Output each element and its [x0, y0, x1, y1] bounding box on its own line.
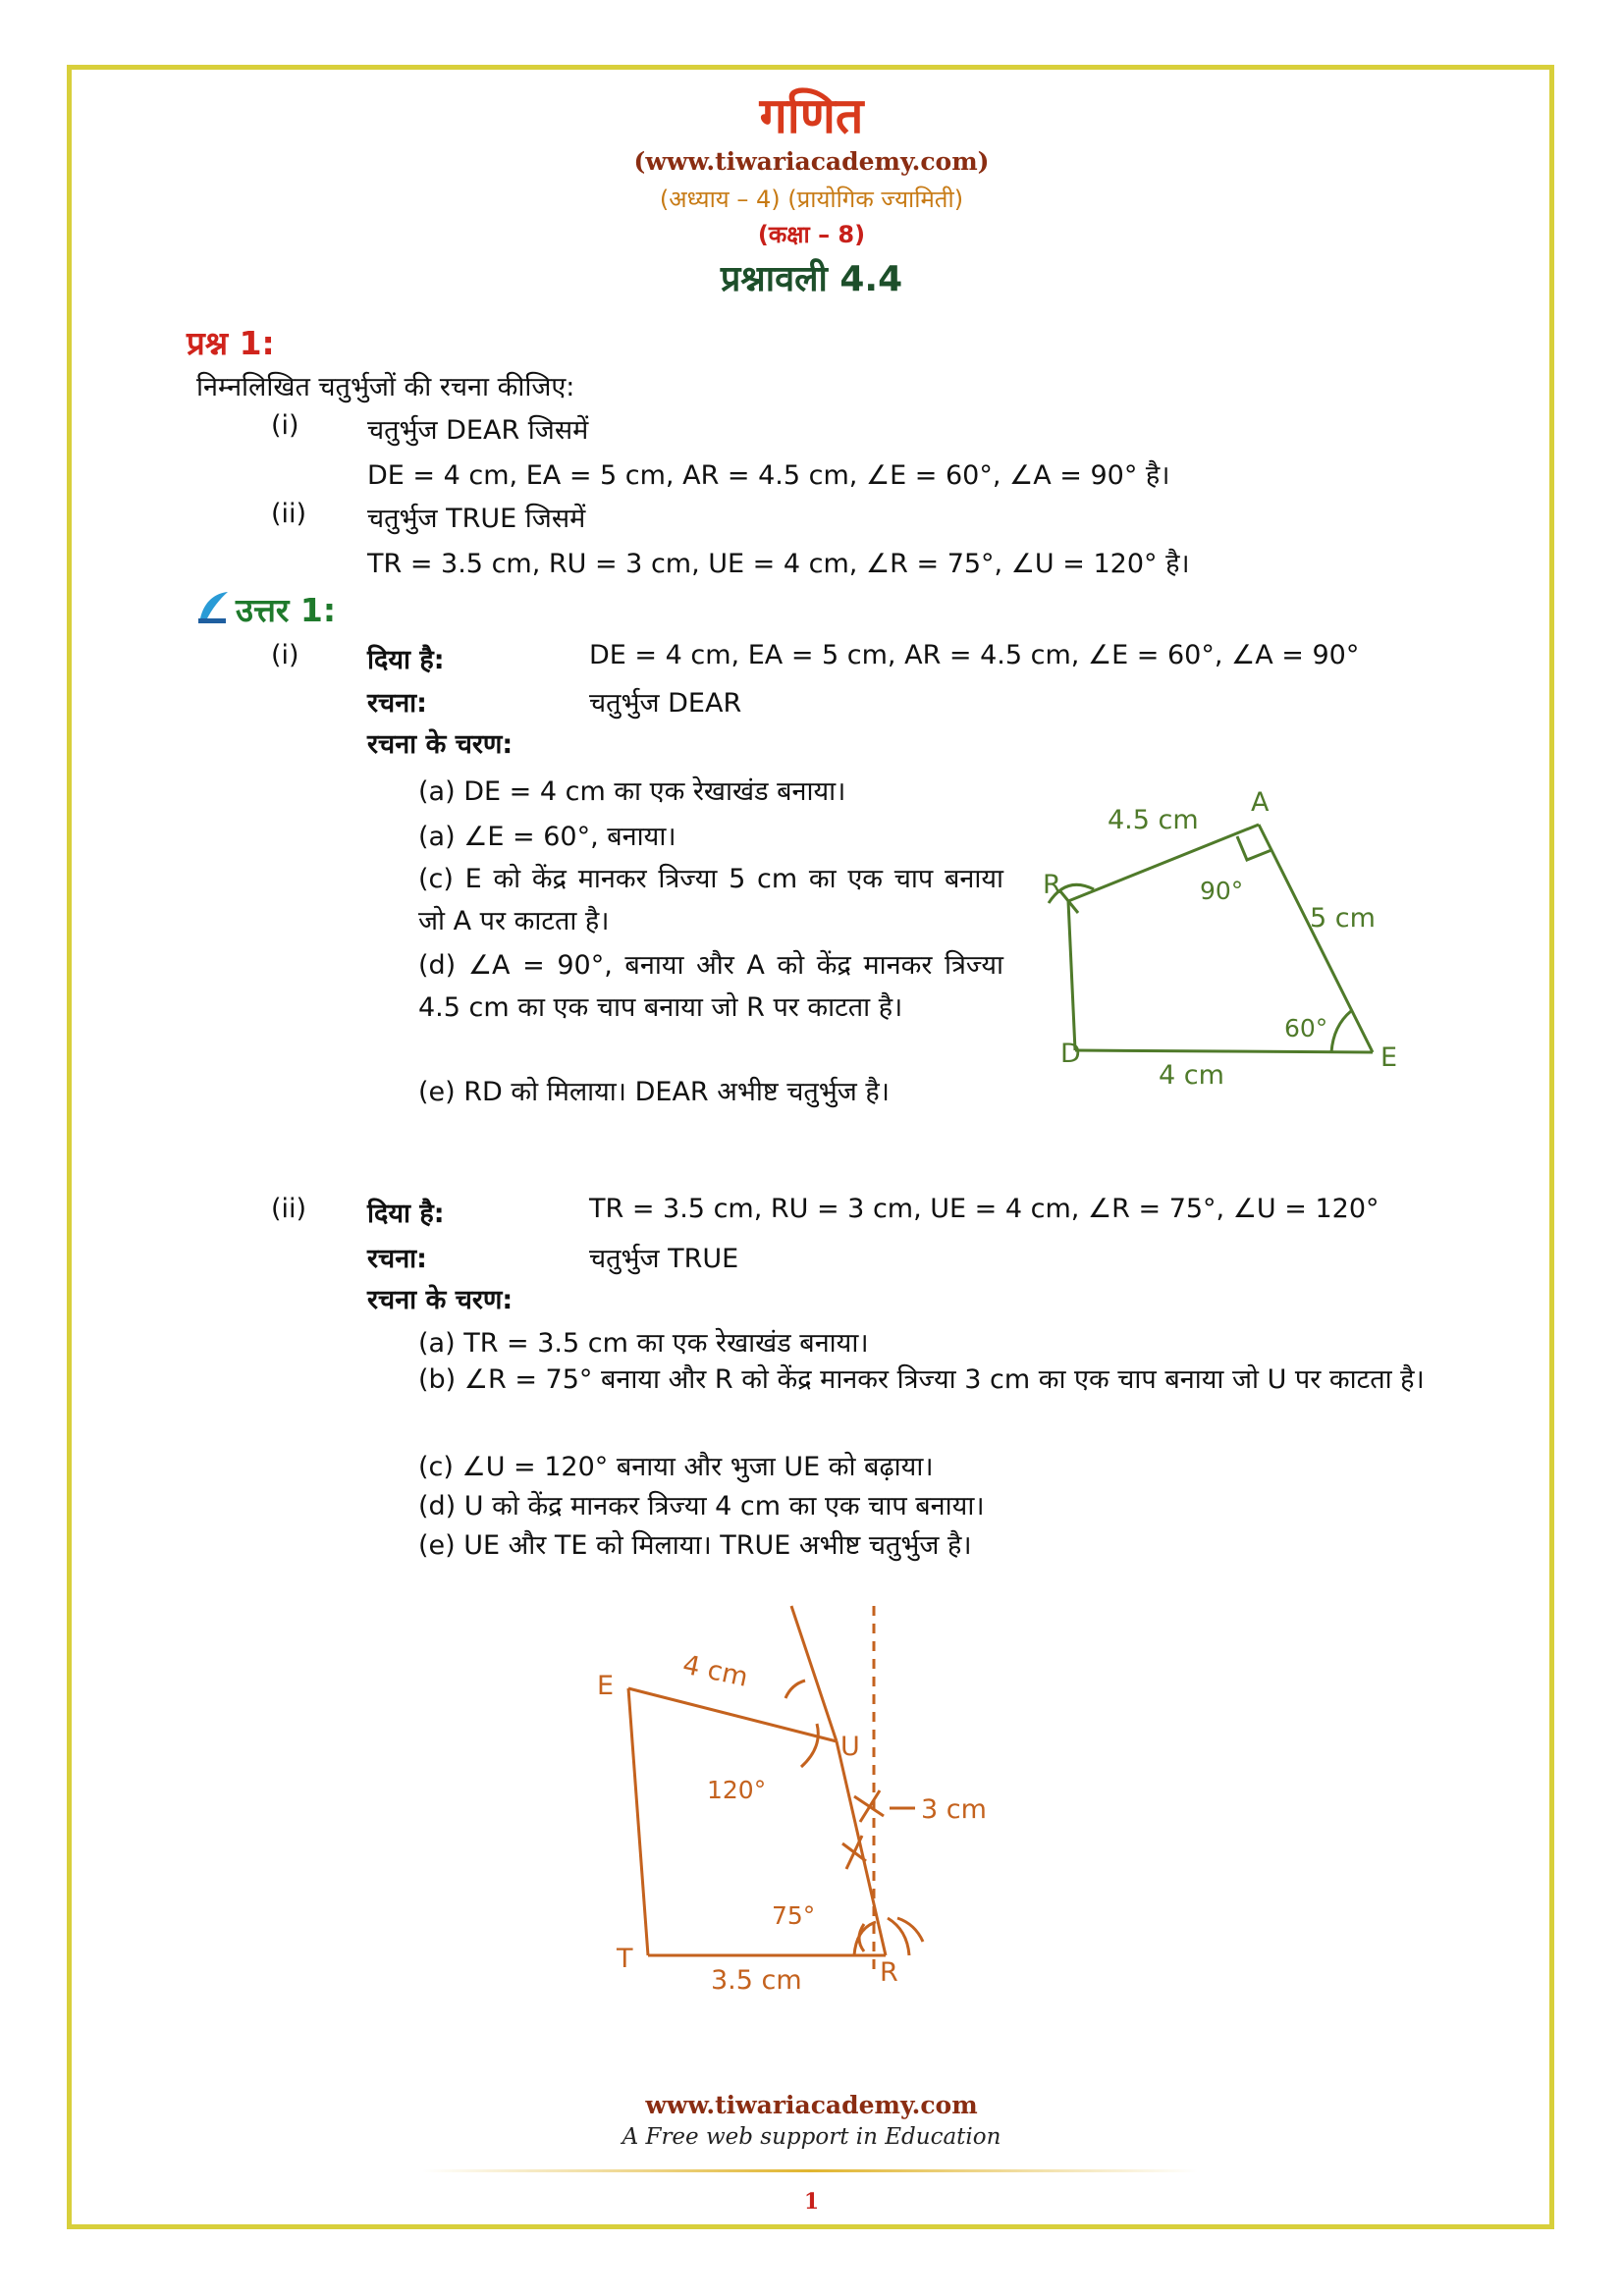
arc-e-mark: [785, 1681, 805, 1698]
answer-part-2-construction-value: चतुर्भुज TRUE: [589, 1244, 739, 1274]
answer-part-2-given-label: दिया है:: [367, 1199, 445, 1229]
part-2-step-e: (e) UE और TE को मिलाया। TRUE अभीष्ट चतुर्भुज है।: [418, 1530, 972, 1561]
angle-u-arc: [801, 1724, 818, 1767]
side-ea-label: 5 cm: [1310, 903, 1376, 934]
angle-r-label: 75°: [772, 1901, 816, 1930]
side-ar-label: 4.5 cm: [1108, 805, 1199, 835]
vertex-r-label: R: [880, 1957, 898, 1988]
part-2-step-a: (a) TR = 3.5 cm का एक रेखाखंड बनाया।: [418, 1328, 869, 1359]
question-heading: प्रश्न 1:: [187, 324, 275, 362]
part-1-step-e: (e) RD को मिलाया। DEAR अभीष्ट चतुर्भुज है।: [418, 1077, 890, 1107]
side-ru: [837, 1741, 886, 1955]
side-ru-label: 3 cm: [921, 1794, 987, 1825]
page-title: गणित: [759, 87, 864, 144]
angle-e-arc: [1331, 1011, 1351, 1052]
part-2-step-d: (d) U को केंद्र मानकर त्रिज्या 4 cm का एक चाप बनाया।: [418, 1491, 985, 1522]
vertex-a-label: A: [1251, 787, 1270, 818]
vertex-t-label: T: [617, 1944, 633, 1974]
question-intro: निम्नलिखित चतुर्भुजों की रचना कीजिए:: [196, 372, 575, 402]
header-website[interactable]: (www.tiwariacademy.com): [633, 147, 990, 176]
part-2-step-b: (b) ∠R = 75° बनाया और R को केंद्र मानकर त्रिज्या 3 cm का एक चाप बनाया जो U पर काटता है।: [418, 1364, 1425, 1395]
page-number: 1: [803, 2189, 820, 2215]
class-label: (कक्षा – 8): [757, 221, 866, 248]
ray-ue-extension: [791, 1606, 837, 1741]
answer-part-1-steps-label: रचना के चरण:: [367, 729, 514, 760]
side-ue: [628, 1688, 837, 1741]
question-part-1-given: DE = 4 cm, EA = 5 cm, AR = 4.5 cm, ∠E = 60°, ∠A = 90° है।: [367, 460, 1170, 491]
answer-part-1-construction-label: रचना:: [367, 688, 427, 719]
question-part-1-number: (i): [271, 410, 299, 441]
side-rd: [1068, 901, 1075, 1050]
question-part-2-number: (ii): [271, 499, 307, 529]
side-et: [628, 1688, 648, 1955]
answer-part-2-steps-label: रचना के चरण:: [367, 1285, 514, 1315]
question-part-2-given: TR = 3.5 cm, RU = 3 cm, UE = 4 cm, ∠R = 75°, ∠U = 120° है।: [367, 549, 1190, 579]
vertex-d-label: D: [1060, 1039, 1081, 1069]
answer-part-2-given-value: TR = 3.5 cm, RU = 3 cm, UE = 4 cm, ∠R = 75°, ∠U = 120°: [589, 1194, 1380, 1224]
part-2-step-c: (c) ∠U = 120° बनाया और भुजा UE को बढ़ाया।: [418, 1452, 934, 1482]
answer-part-2-construction-label: रचना:: [367, 1244, 427, 1274]
answer-part-1-number: (i): [271, 640, 299, 670]
part-1-step-d: (d) ∠A = 90°, बनाया और A को केंद्र मानकर त्रिज्या 4.5 cm का एक चाप बनाया जो R पर काटता है।: [418, 950, 1003, 1023]
footer-tagline: A Free web support in Education: [622, 2124, 1001, 2150]
angle-e-label: 60°: [1284, 1014, 1328, 1042]
side-tr-label: 3.5 cm: [711, 1965, 802, 1996]
answer-part-1-construction-value: चतुर्भुज DEAR: [589, 688, 742, 719]
question-part-1-label: चतुर्भुज DEAR जिसमें: [367, 415, 589, 446]
question-part-2-label: चतुर्भुज TRUE जिसमें: [367, 504, 586, 534]
side-de: [1075, 1050, 1373, 1052]
footer-website[interactable]: www.tiwariacademy.com: [645, 2091, 978, 2119]
exercise-title: प्रश्नावली 4.4: [720, 259, 903, 299]
part-1-step-c: (c) E को केंद्र मानकर त्रिज्या 5 cm का एक चाप बनाया जो A पर काटता है।: [418, 864, 1003, 936]
answer-part-2-number: (ii): [271, 1194, 307, 1224]
side-de-label: 4 cm: [1159, 1060, 1224, 1091]
vertex-e-label: E: [1380, 1042, 1398, 1073]
vertex-r-label: R: [1043, 870, 1061, 900]
answer-part-1-given-value: DE = 4 cm, EA = 5 cm, AR = 4.5 cm, ∠E = 60°, ∠A = 90°: [589, 640, 1360, 670]
vertex-e-label: E: [597, 1671, 615, 1701]
side-eu-label: 4 cm: [679, 1649, 751, 1693]
chapter-label: (अध्याय – 4) (प्रायोगिक ज्यामिती): [659, 186, 964, 213]
quadrilateral-true-figure: [569, 1590, 1021, 2002]
part-1-step-a: (a) DE = 4 cm का एक रेखाखंड बनाया।: [418, 776, 846, 807]
part-1-step-b: (a) ∠E = 60°, बनाया।: [418, 822, 676, 852]
angle-u-label: 120°: [707, 1776, 767, 1804]
answer-heading: उत्तर 1:: [236, 591, 337, 629]
quadrilateral-dear-figure: [1021, 766, 1434, 1099]
footer-divider: [422, 2169, 1198, 2172]
vertex-u-label: U: [840, 1732, 860, 1762]
answer-part-1-given-label: दिया है:: [367, 645, 445, 675]
tiwari-logo-icon: [196, 589, 230, 624]
angle-a-label: 90°: [1200, 877, 1244, 905]
